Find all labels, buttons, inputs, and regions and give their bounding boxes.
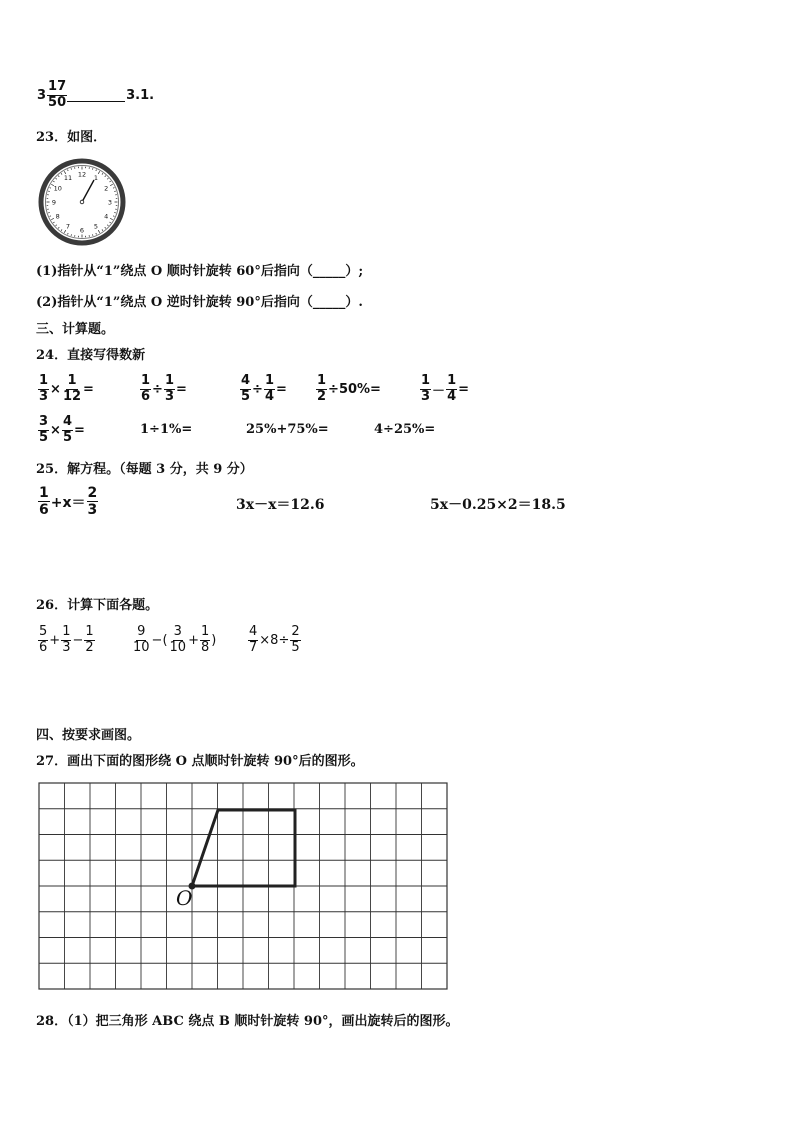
clock-tick bbox=[110, 222, 111, 223]
q26-label: 26．计算下面各题。 bbox=[36, 598, 159, 613]
q22-comparison bbox=[36, 80, 155, 111]
clock-figure bbox=[38, 158, 126, 246]
q24-item5: $\frac{1}{3}$ － $\frac{1}{4}$ = bbox=[421, 373, 470, 404]
clock-tick bbox=[58, 227, 59, 228]
clock-tick bbox=[102, 173, 103, 174]
q24-label: 24．直接写得数新 bbox=[36, 348, 146, 363]
clock-number-1: 1 bbox=[93, 174, 99, 183]
q24-item2: $\frac{1}{6}$ ÷ $\frac{1}{3}$ = bbox=[141, 373, 187, 404]
clock-tick bbox=[107, 178, 108, 179]
q27-shape bbox=[192, 810, 295, 886]
clock-tick bbox=[50, 216, 51, 217]
clock-tick bbox=[110, 184, 113, 186]
clock-number-8: 8 bbox=[55, 212, 60, 221]
q24-item3: $\frac{4}{5}$ ÷ $\frac{1}{4}$ = bbox=[241, 373, 287, 404]
q25-equation-3: 5x－0.25×2＝18.5 bbox=[430, 497, 566, 513]
clock-tick bbox=[58, 176, 59, 177]
q23-label: 23．如图． bbox=[36, 130, 107, 145]
clock-tick bbox=[68, 170, 69, 171]
q26-expression-1: $\frac{5}{6}$ + $\frac{1}{3}$ − $\frac{1}{2}$ bbox=[39, 624, 94, 655]
clock-tick bbox=[102, 230, 103, 231]
clock-tick bbox=[113, 216, 114, 217]
q24-item7: 1÷1%= bbox=[140, 422, 193, 437]
clock-tick bbox=[56, 178, 57, 179]
section3-heading: 三、计算题。 bbox=[36, 322, 115, 337]
clock-tick bbox=[113, 188, 114, 189]
clock-number-6: 6 bbox=[79, 226, 85, 235]
clock-tick bbox=[105, 227, 106, 228]
clock-tick bbox=[53, 222, 54, 223]
q24-item1: $\frac{1}{3}$ × $\frac{1}{12}$ = bbox=[39, 373, 94, 404]
q24-item9: 4÷25%= bbox=[374, 422, 436, 437]
clock-tick bbox=[68, 233, 69, 234]
q26-expression-2: $\frac{9}{10}$ −( $\frac{3}{10}$ + $\frac{1}{8}$ ) bbox=[133, 624, 217, 655]
q25-equation-1: $\frac{1}{6}$ +x＝ $\frac{2}{3}$ bbox=[39, 485, 98, 519]
clock-tick bbox=[56, 225, 57, 226]
clock-tick bbox=[61, 173, 62, 174]
q22-fraction: $\frac{17}{50}$ bbox=[48, 79, 67, 110]
clock-number-10: 10 bbox=[53, 184, 62, 193]
clock-tick bbox=[110, 181, 111, 182]
q24-item4: $\frac{1}{2}$ ÷50%= bbox=[317, 373, 381, 404]
clock-number-5: 5 bbox=[93, 222, 99, 231]
clock-tick bbox=[50, 188, 51, 189]
q23-part1: (1)指针从“1”绕点 O 顺时针旋转 60°后指向（_____）; bbox=[36, 264, 364, 279]
clock-number-11: 11 bbox=[63, 174, 73, 183]
q25-label: 25．解方程。（每题 3 分，共 9 分） bbox=[36, 462, 253, 477]
clock-center-o bbox=[80, 200, 84, 204]
clock-tick bbox=[107, 225, 108, 226]
clock-number-2: 2 bbox=[104, 184, 109, 193]
clock-tick bbox=[96, 170, 97, 171]
clock-hand bbox=[82, 180, 94, 202]
clock-number-3: 3 bbox=[107, 198, 113, 207]
clock-tick bbox=[105, 176, 106, 177]
section4-heading: 四、按要求画图。 bbox=[36, 728, 141, 743]
clock-tick bbox=[110, 218, 113, 220]
q26-expression-3: $\frac{4}{7}$ ×8÷ $\frac{2}{5}$ bbox=[249, 624, 300, 655]
clock-tick bbox=[96, 233, 97, 234]
q24-item8: 25%+75%= bbox=[246, 422, 329, 437]
q23-part2: (2)指针从“1”绕点 O 逆时针旋转 90°后指向（_____）. bbox=[36, 295, 363, 310]
clock-tick bbox=[98, 171, 100, 174]
clock-tick bbox=[53, 181, 54, 182]
point-o-label: O bbox=[176, 886, 193, 910]
q27-label: 27．画出下面的图形绕 O 点顺时针旋转 90°后的图形。 bbox=[36, 754, 364, 769]
q24-item6: $\frac{3}{5}$ × $\frac{4}{5}$ = bbox=[39, 414, 85, 445]
clock-tick bbox=[51, 218, 54, 220]
q28-label: 28．（1）把三角形 ABC 绕点 B 顺时针旋转 90°，画出旋转后的图形。 bbox=[36, 1014, 459, 1029]
clock-number-7: 7 bbox=[65, 222, 71, 231]
clock-tick bbox=[61, 230, 62, 231]
clock-number-4: 4 bbox=[104, 212, 109, 221]
q22-whole: 3 bbox=[37, 87, 47, 103]
q25-equation-2: 3x－x＝12.6 bbox=[236, 497, 325, 513]
clock-tick bbox=[98, 230, 100, 233]
clock-number-9: 9 bbox=[51, 198, 57, 207]
q27-grid-figure bbox=[38, 782, 450, 992]
q22-compare-value: 3.1. bbox=[126, 87, 155, 103]
clock-number-12: 12 bbox=[77, 170, 87, 179]
q22-answer-blank[interactable] bbox=[67, 89, 125, 102]
